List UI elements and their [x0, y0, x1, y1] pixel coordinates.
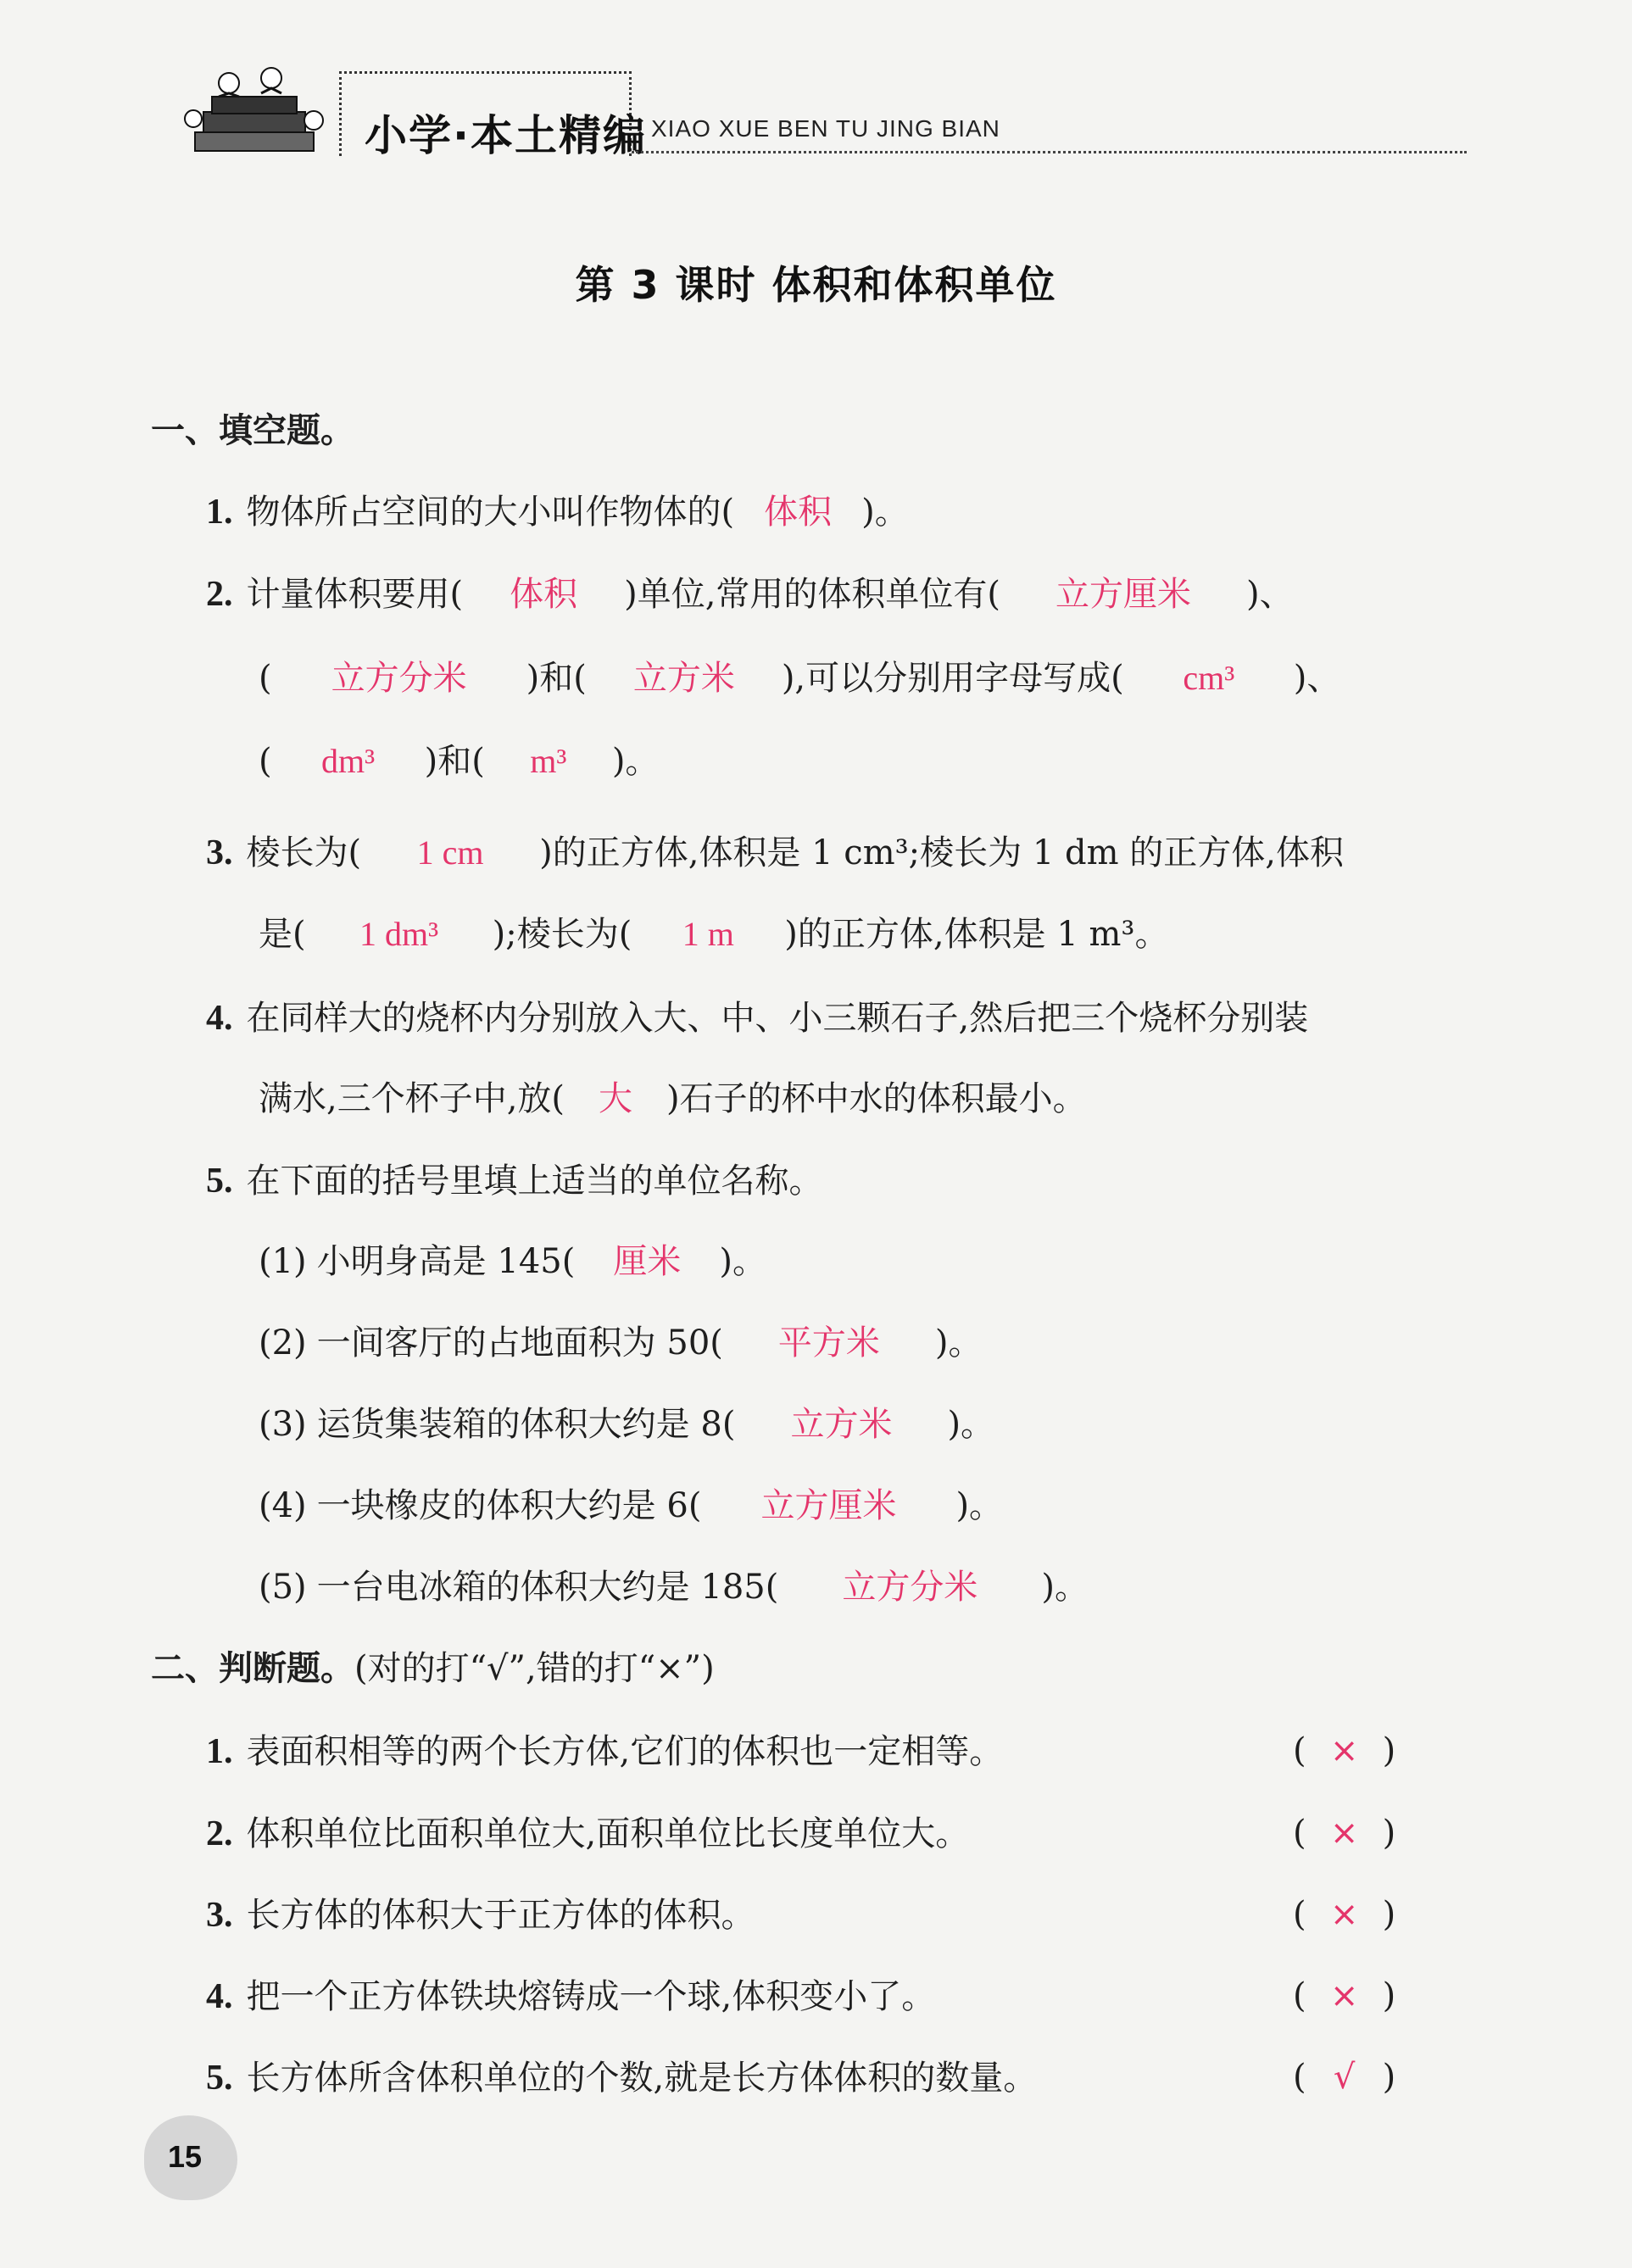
- judge-item-1: [206, 1734, 1003, 1769]
- q5-item-answer: 平方米: [777, 1323, 880, 1362]
- judge-number: 4.: [206, 1977, 233, 2016]
- brand-title: 小学·本土精编: [365, 111, 647, 160]
- q2-answer-5: cm³: [1183, 659, 1235, 697]
- q3-text-3: 是(: [259, 915, 306, 954]
- paren-close: ): [1382, 1976, 1396, 2015]
- q5-item-number: (1): [259, 1242, 307, 1281]
- q3-answer-2: 1 dm³: [359, 915, 439, 953]
- q3-text-5: )的正方体,体积是 1 m³。: [784, 915, 1169, 954]
- q3-text-4: );棱长为(: [492, 915, 632, 954]
- q5-item-4: [259, 1486, 1004, 1525]
- q5-item-text-end: )。: [1041, 1568, 1089, 1607]
- q1-answer: 体积: [764, 493, 833, 532]
- judge-item-3: [206, 1897, 755, 1933]
- section2-heading: 二、判断题。: [151, 1649, 354, 1688]
- q5-item-answer: 立方分米: [842, 1568, 978, 1607]
- q5-item-answer: 立方厘米: [760, 1486, 897, 1525]
- q4-line2: [259, 1079, 1087, 1118]
- paren-open: (: [1293, 1895, 1306, 1934]
- q2-text-2: )单位,常用的体积单位有(: [624, 575, 1001, 614]
- q4-text-2: 满水,三个杯子中,放(: [259, 1079, 565, 1118]
- q2-number: 2.: [206, 575, 233, 614]
- judge-mark-1: [1293, 1731, 1396, 1770]
- judge-mark-3: [1293, 1895, 1396, 1934]
- q2-line1: [206, 577, 1294, 612]
- judge-mark-4: [1293, 1976, 1396, 2015]
- q2-text-3: )、: [1246, 575, 1294, 614]
- q2-text-7: )和(: [424, 742, 485, 781]
- judge-number: 1.: [206, 1732, 233, 1771]
- page-number: 15: [168, 2139, 203, 2174]
- q5-item-text-end: )。: [955, 1486, 1004, 1525]
- q5-item-text: 小明身高是 145(: [316, 1242, 576, 1281]
- q4-number: 4.: [206, 999, 233, 1038]
- judge-text: 体积单位比面积单位大,面积单位比长度单位大。: [246, 1814, 970, 1853]
- q4-text-3: )石子的杯中水的体积最小。: [666, 1079, 1087, 1118]
- brand-pinyin: XIAO XUE BEN TU JING BIAN: [651, 115, 1000, 142]
- q2-paren: (: [259, 659, 272, 698]
- q3-answer-3: 1 m: [682, 915, 734, 953]
- q5-item-text-end: )。: [934, 1323, 983, 1362]
- q2-answer-7: m³: [530, 742, 567, 780]
- q3-text-2: )的正方体,体积是 1 cm³;棱长为 1 dm 的正方体,体积: [539, 833, 1344, 872]
- paren-close: ): [1382, 1814, 1396, 1853]
- q2-answer-6: dm³: [321, 742, 376, 780]
- q1: [206, 494, 909, 530]
- q1-text-end: )。: [861, 493, 909, 532]
- section2-heading-row: [151, 1649, 715, 1688]
- judge-mark-5: [1293, 2058, 1396, 2097]
- paren-close: ): [1382, 1731, 1396, 1770]
- q5-number: 5.: [206, 1162, 233, 1201]
- q5-item-number: (3): [259, 1405, 307, 1444]
- judge-text: 长方体的体积大于正方体的体积。: [246, 1896, 755, 1935]
- q2-answer-3: 立方分米: [331, 659, 467, 698]
- q2-text-4: )和(: [526, 659, 587, 698]
- q3-line2: [259, 915, 1169, 954]
- q4-text: 在同样大的烧杯内分别放入大、中、小三颗石子,然后把三个烧杯分别装: [246, 999, 1309, 1038]
- q5-item-answer: 厘米: [613, 1242, 682, 1281]
- header: [178, 59, 1467, 161]
- q5-item-1: [259, 1242, 766, 1281]
- q2-paren-2: (: [259, 742, 272, 781]
- q5-item-text: 运货集装箱的体积大约是 8(: [316, 1405, 736, 1444]
- q3-number: 3.: [206, 833, 233, 872]
- judge-answer: √: [1333, 2058, 1356, 2097]
- lesson-title: 第 3 课时 体积和体积单位: [575, 262, 1057, 308]
- q5-item-5: [259, 1568, 1089, 1607]
- paren-close: ): [1382, 2058, 1396, 2097]
- q5: [206, 1163, 823, 1199]
- children-reading-books-icon: [178, 59, 339, 161]
- judge-number: 3.: [206, 1896, 233, 1935]
- q2-line2: [259, 659, 1341, 698]
- q2-text-8: )。: [611, 742, 660, 781]
- paren-open: (: [1293, 2058, 1306, 2097]
- judge-answer: ×: [1329, 1731, 1359, 1770]
- paren-open: (: [1293, 1814, 1306, 1853]
- q1-number: 1.: [206, 493, 233, 532]
- judge-number: 5.: [206, 2059, 233, 2098]
- q2-text-6: )、: [1293, 659, 1341, 698]
- section2-instruction: (对的打“√”,错的打“×”): [354, 1649, 715, 1688]
- header-divider: [632, 151, 1467, 153]
- q3-line1: [206, 835, 1344, 871]
- judge-item-5: [206, 2060, 1037, 2096]
- q5-item-text: 一台电冰箱的体积大约是 185(: [316, 1568, 779, 1607]
- judge-item-4: [206, 1979, 935, 2014]
- paren-open: (: [1293, 1976, 1306, 2015]
- q5-item-number: (5): [259, 1568, 307, 1607]
- q2-text-5: ),可以分别用字母写成(: [781, 659, 1124, 698]
- q2-line3: [259, 742, 660, 781]
- q4-line1: [206, 1000, 1308, 1036]
- q5-item-number: (2): [259, 1323, 307, 1362]
- judge-item-2: [206, 1816, 969, 1852]
- q5-item-answer: 立方米: [790, 1405, 893, 1444]
- judge-text: 长方体所含体积单位的个数,就是长方体体积的数量。: [246, 2059, 1038, 2098]
- q2-answer-2: 立方厘米: [1056, 575, 1192, 614]
- q2-text: 计量体积要用(: [246, 575, 464, 614]
- q5-item-text-end: )。: [947, 1405, 995, 1444]
- q4-answer: 大: [599, 1079, 633, 1118]
- q5-text: 在下面的括号里填上适当的单位名称。: [246, 1162, 823, 1201]
- judge-number: 2.: [206, 1814, 233, 1853]
- q3-answer-1: 1 cm: [416, 833, 484, 872]
- q2-answer-1: 体积: [510, 575, 578, 614]
- paren-open: (: [1293, 1731, 1306, 1770]
- q5-item-3: [259, 1405, 995, 1444]
- q1-text: 物体所占空间的大小叫作物体的(: [246, 493, 735, 532]
- q5-item-text: 一间客厅的占地面积为 50(: [316, 1323, 723, 1362]
- judge-text: 表面积相等的两个长方体,它们的体积也一定相等。: [246, 1732, 1004, 1771]
- q2-answer-4: 立方米: [632, 659, 735, 698]
- judge-answer: ×: [1329, 1976, 1359, 2015]
- paren-close: ): [1382, 1895, 1396, 1934]
- q3-text: 棱长为(: [246, 833, 362, 872]
- q5-item-text-end: )。: [719, 1242, 766, 1281]
- judge-mark-2: [1293, 1814, 1396, 1853]
- judge-answer: ×: [1329, 1814, 1359, 1853]
- q5-item-2: [259, 1323, 983, 1362]
- section1-heading: 一、填空题。: [151, 411, 354, 450]
- q5-item-number: (4): [259, 1486, 307, 1525]
- judge-answer: ×: [1329, 1895, 1359, 1934]
- q5-item-text: 一块橡皮的体积大约是 6(: [316, 1486, 702, 1525]
- judge-text: 把一个正方体铁块熔铸成一个球,体积变小了。: [246, 1977, 936, 2016]
